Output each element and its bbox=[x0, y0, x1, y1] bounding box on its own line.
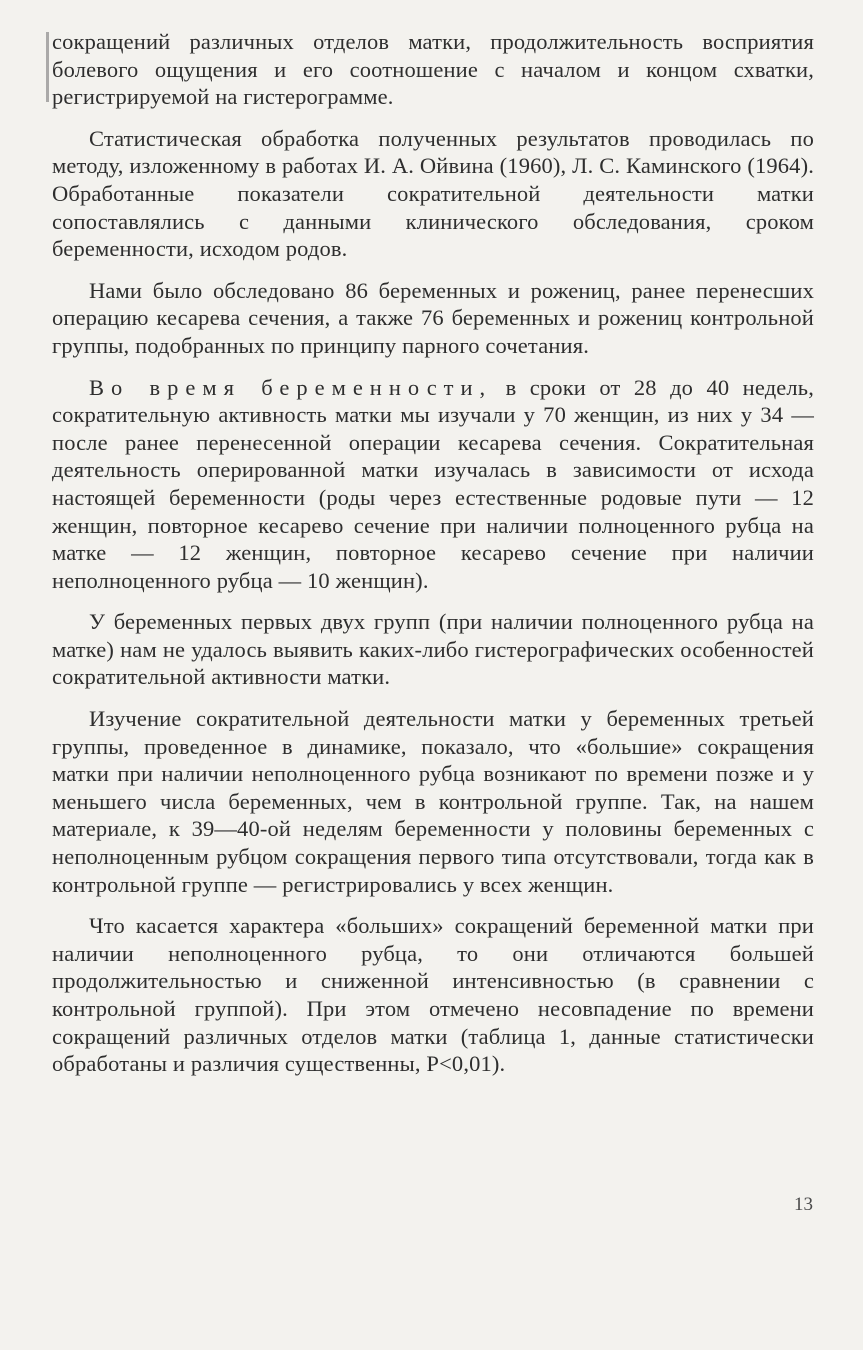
margin-mark bbox=[46, 32, 49, 102]
paragraph-3: Нами было обследовано 86 беременных и рожениц, ранее перенесших операцию кесарева сечения, а также 76 беременных и рожениц контрольной группы, подобранных по принципу парного сочетания. bbox=[52, 277, 814, 358]
spaced-emphasis: Во время беременности, bbox=[89, 374, 493, 400]
book-page-text bbox=[52, 28, 814, 1092]
paragraph-5: У беременных первых двух групп (при наличии полноценного рубца на матке) нам не удалось выявить каких-либо гистерографических особенностей сократительной активности матки. bbox=[52, 609, 814, 690]
paragraph-7: Что касается характера «больших» сокращений беременной матки при наличии неполноценного рубца, то они отличаются большей продолжительностью и сниженной интенсивностью (в сравнении с контрольной группой). При этом отмечено несовпадение по времени сокращений различных отделов матки (таблица 1, данные статистически обработаны и различия существенны, P<0,01). bbox=[52, 913, 814, 1077]
paragraph-2: Статистическая обработка полученных результатов проводилась по методу, изложенному в работах И. А. Ойвина (1960), Л. С. Каминского (1964). Обработанные показатели сократительной деятельности матки сопоставлялись с данными клинического обследования, сроком беременности, исходом родов. bbox=[52, 125, 814, 262]
paragraph-4-text: в сроки от 28 до 40 недель, сократительную активность матки мы изучали у 70 женщин, из них у 34 — после ранее перенесенной операции кесарева сечения. Сократительная деятельность оперированной матки изучалась в зависимости от исхода настоящей беременности (роды через естественные родовые пути — 12 женщин, повторное кесарево сечение при наличии полноценного рубца на матке — 12 женщин, повторное кесарево сечение при наличии неполноценного рубца — 10 женщин). bbox=[52, 374, 814, 593]
paragraph-6: Изучение сократительной деятельности матки у беременных третьей группы, проведенное в динамике, показало, что «большие» сокращения матки при наличии неполноценного рубца возникают по времени позже и у меньшего числа беременных, чем в контрольной группе. Так, на нашем материале, к 39—40-ой неделям беременности у половины беременных с неполноценным рубцом сокращения первого типа отсутствовали, тогда как в контрольной группе — регистрировались у всех женщин. bbox=[52, 706, 814, 897]
paragraph-4 bbox=[52, 374, 814, 595]
paragraph-1: сокращений различных отделов матки, продолжительность восприятия болевого ощущения и его соотношение с началом и концом схватки, регистрируемой на гистерограмме. bbox=[52, 29, 814, 110]
page-number: 13 bbox=[794, 1194, 813, 1215]
